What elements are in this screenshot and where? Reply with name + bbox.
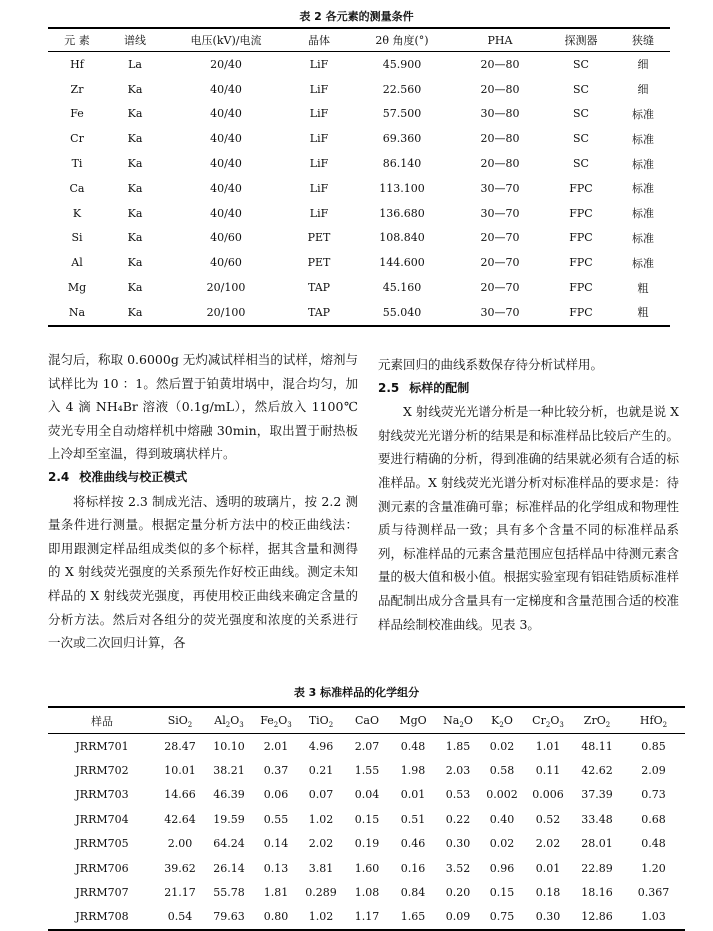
table3-cell: 0.19 <box>354 837 380 851</box>
table3-cell: 1.60 <box>354 861 380 875</box>
table3-cell: 3.52 <box>445 861 471 875</box>
table3-cell: 0.68 <box>641 812 666 826</box>
table2-cell: 20—70 <box>480 281 520 295</box>
table3-cell: 2.00 <box>167 837 193 851</box>
table3-component-header <box>436 707 480 734</box>
table3-cell: 55.78 <box>213 886 245 900</box>
table2-cell: 113.100 <box>379 181 425 195</box>
table2-cell: 108.840 <box>379 231 425 245</box>
table3-cell: 0.30 <box>445 837 471 851</box>
section-heading-2-4 <box>48 466 358 490</box>
table2-cell: Cr <box>70 132 84 146</box>
table2-header-row <box>48 28 670 52</box>
table2-cell: SC <box>573 57 589 71</box>
table3-cell: 0.07 <box>308 788 334 802</box>
sample-id-cell: JRRM705 <box>75 837 129 851</box>
table3-cell: 1.08 <box>354 886 380 900</box>
table3-cell: 0.04 <box>354 788 380 802</box>
table2-cell: 标准 <box>632 107 654 121</box>
table3-cell: 0.22 <box>445 812 471 826</box>
table2-cell: 55.040 <box>350 300 454 326</box>
formula-base: ZrO <box>583 714 606 727</box>
table3-cell: 1.85 <box>445 739 471 753</box>
table2-cell: 30—70 <box>480 181 520 195</box>
section-number: 2.5 <box>378 380 400 395</box>
table2-cell: 69.360 <box>382 132 422 146</box>
table3-cell: 0.14 <box>263 837 289 851</box>
table2-cell: Ka <box>127 181 143 195</box>
table3-cell: 4.96 <box>308 739 334 753</box>
formula-subscript: 2 <box>499 721 504 730</box>
table2-cell: TAP <box>307 281 331 295</box>
table3-cell: 28.47 <box>164 739 196 753</box>
table3-row <box>48 856 685 880</box>
table3-cell: 0.21 <box>308 764 334 778</box>
formula-subscript: 2 <box>662 721 668 730</box>
table2-cell: 45.160 <box>382 281 422 295</box>
table3-sample-header: 样品 <box>48 707 156 734</box>
table3-cell: 0.52 <box>535 812 561 826</box>
table2-cell: Ka <box>127 281 143 295</box>
table2-cell: 40/40 <box>210 132 242 146</box>
table2-cell: Si <box>71 231 83 245</box>
table2-cell: 40/60 <box>210 231 242 245</box>
formula-base: Na <box>443 714 460 727</box>
table2-cell: 30—70 <box>454 300 546 326</box>
table2-cell: Fe <box>70 107 84 121</box>
table3-cell: 0.75 <box>480 905 524 930</box>
table2-row <box>48 77 670 102</box>
table3-cell: 1.03 <box>622 905 685 930</box>
table2-cell: 20—80 <box>480 57 520 71</box>
table3-cell: 2.07 <box>354 739 380 753</box>
table3-cell: 2.01 <box>263 739 289 753</box>
table3-row <box>48 807 685 831</box>
paragraph: 混匀后，称取 0.6000g 无灼减试样相当的试样，熔剂与试样比为 10 ：1。然后置于铂黄坩埚中，混合均匀，加入 4 滴 NH₄Br 溶液（0.1g/mL），然后放入 1100℃荧光专用全自动熔样机中熔融 30min，取出置于耐热板上冷却至室温，得到玻璃状样片。 <box>48 352 358 462</box>
table3-header-row <box>48 707 685 734</box>
table2-row <box>48 126 670 151</box>
table3-cell: 0.06 <box>263 788 289 802</box>
table2-cell: FPC <box>569 206 593 220</box>
table3-cell: 1.65 <box>390 905 436 930</box>
formula-subscript: 2 <box>187 721 193 730</box>
table2-cell: 20/100 <box>206 281 246 295</box>
section-number: 2.4 <box>48 469 70 484</box>
table2-row <box>48 102 670 127</box>
table3-cell: 0.48 <box>400 739 426 753</box>
table3-cell: 1.17 <box>344 905 390 930</box>
table3-cell: 33.48 <box>581 812 613 826</box>
table2-cell: K <box>72 206 82 220</box>
table3-cell: 2.02 <box>535 837 561 851</box>
formula-subscript: 3 <box>239 721 244 730</box>
table3-cell: 0.13 <box>263 861 289 875</box>
table2-cell: LiF <box>309 181 329 195</box>
section-title: 校准曲线与校正模式 <box>79 469 188 484</box>
table2-cell: LiF <box>309 82 329 96</box>
table3-component-header <box>572 707 622 734</box>
table2-cell: PET <box>307 231 331 245</box>
table3-cell: 28.01 <box>581 837 613 851</box>
table2-cell: 30—70 <box>480 206 520 220</box>
table2-cell: Ca <box>69 181 85 195</box>
formula-mid: O <box>550 714 560 727</box>
formula-subscript: 2 <box>225 721 231 730</box>
table3-row <box>48 905 685 930</box>
sample-id-cell: JRRM706 <box>75 861 129 875</box>
table2-cell: 标准 <box>632 182 654 196</box>
table3-cell: 0.006 <box>532 788 564 802</box>
table3-component-header <box>524 707 572 734</box>
formula-subscript: 2 <box>459 721 464 730</box>
table2-caption: 表 2 各元素的测量条件 <box>299 10 414 23</box>
table2-cell: 45.900 <box>382 57 422 71</box>
formula-base: Cr <box>532 714 546 727</box>
table3-cell: 0.84 <box>400 886 426 900</box>
table3-cell: 1.98 <box>400 764 426 778</box>
table2-cell: 86.140 <box>382 157 422 171</box>
table3-cell: 3.81 <box>308 861 334 875</box>
table2-cell: FPC <box>569 181 593 195</box>
table3-cell: 1.01 <box>535 739 561 753</box>
table2-cell: 标准 <box>632 207 654 221</box>
table3-cell: 22.89 <box>581 861 613 875</box>
table3-component-header <box>298 707 344 734</box>
table2-cell: PET <box>307 256 331 270</box>
table3-row <box>48 783 685 807</box>
table2-cell: Ka <box>127 82 143 96</box>
table3-cell: 0.53 <box>445 788 471 802</box>
table3-cell: 46.39 <box>213 788 245 802</box>
formula-mid: O <box>503 714 513 727</box>
table2-cell: 标准 <box>632 157 654 171</box>
table3-component-header <box>622 707 685 734</box>
table2-row <box>48 201 670 226</box>
table3-cell: 38.21 <box>213 764 245 778</box>
table3-component-header <box>344 707 390 734</box>
table3-cell: 0.96 <box>489 861 515 875</box>
left-column <box>48 348 358 655</box>
sample-id-cell: JRRM702 <box>75 764 129 778</box>
table3-cell: 0.73 <box>641 788 666 802</box>
table3-cell: 0.46 <box>400 837 426 851</box>
table3-cell: 2.09 <box>641 764 666 778</box>
table3-cell: 21.17 <box>164 886 196 900</box>
table3-cell: 0.55 <box>263 812 289 826</box>
table2-cell: Ka <box>127 107 143 121</box>
table3-cell: 19.59 <box>213 812 245 826</box>
table2-cell: 20—70 <box>480 231 520 245</box>
table3-cell: 10.10 <box>213 739 245 753</box>
table3-cell: 2.03 <box>445 764 471 778</box>
table3-cell: 2.02 <box>308 837 334 851</box>
table2-cell: SC <box>573 157 589 171</box>
table2-row <box>48 300 670 326</box>
table2-cell: Ka <box>127 231 143 245</box>
table2-cell: 20—70 <box>480 256 520 270</box>
table3-cell: 0.01 <box>535 861 561 875</box>
table2-cell: 40/40 <box>210 206 242 220</box>
table3-cell: 0.48 <box>641 837 666 851</box>
table2-cell: 136.680 <box>379 206 425 220</box>
formula-subscript: 2 <box>273 721 279 730</box>
table2-cell: 细 <box>637 58 649 72</box>
table3-row <box>48 758 685 782</box>
table3-body <box>48 734 685 931</box>
table3-row <box>48 880 685 904</box>
formula-base: SiO <box>167 714 188 727</box>
table2-cell: FPC <box>569 256 593 270</box>
table3-cell: 0.51 <box>400 812 426 826</box>
table3-cell: 0.01 <box>400 788 426 802</box>
formula-base: TiO <box>308 714 329 727</box>
table2-column-header: 2θ 角度(°) <box>350 28 454 52</box>
table2-row <box>48 52 670 77</box>
formula-subscript: 3 <box>287 721 292 730</box>
table2-cell: 粗 <box>637 281 649 295</box>
table2-body <box>48 52 670 326</box>
table3-cell: 48.11 <box>581 739 613 753</box>
sample-id-cell: JRRM703 <box>75 788 129 802</box>
table3-component-header <box>156 707 204 734</box>
table3-cell: 0.02 <box>489 837 515 851</box>
formula-base: K <box>491 714 500 727</box>
table3-cell: 0.289 <box>305 886 337 900</box>
table3-cell: 39.62 <box>164 861 196 875</box>
table2-cell: Ti <box>71 157 83 171</box>
table2-cell: LiF <box>309 132 329 146</box>
table2-cell: 40/60 <box>210 256 242 270</box>
table2-cell: FPC <box>569 231 593 245</box>
table2-column-header: 元 素 <box>48 28 106 52</box>
table3-cell: 0.15 <box>354 812 380 826</box>
paragraph: X 射线荧光光谱分析是一种比较分析，也就是说 X 射线荧光光谱分析的结果是和标准样品比较后产生的。要进行精确的分析，得到准确的结果就必须有合适的标准样品。X 射线荧光光谱分析对标准样品的要求是：待测元素的含量准确可靠；标准样品的化学组成和物理性质与待测样品一致；具有多个含量不同的标准样品系列，标准样品的元素含量范围应包括样品中待测元素含量的极大值和极小值。根据实验室现有铝硅锆质标准样品配制出成分含量具有一定梯度和含量范围合适的校准样品绘制校准曲线。见表 3。 <box>378 404 679 632</box>
table3-cell: 0.367 <box>637 886 670 900</box>
table3-cell: 0.85 <box>641 739 666 753</box>
section-heading-2-5 <box>378 377 679 401</box>
table2-cell: 20/100 <box>164 300 288 326</box>
table2-cell: 标准 <box>632 256 654 270</box>
table2-cell: 40/40 <box>210 107 242 121</box>
paragraph: 将标样按 2.3 制成光洁、透明的玻璃片，按 2.2 测量条件进行测量。根据定量分析方法中的校正曲线法：即用跟测定样品组成类似的多个标样，据其含量和测得的 X 射线荧光强度的关系预先作好校正曲线。测定未知样品的 X 射线荧光强度，再使用校正曲线来确定含量的分析方法。然后对各组分的荧光强度和浓度的关系进行一次或二次回归计算，各 <box>48 493 358 651</box>
table2-row <box>48 275 670 300</box>
table3-cell: 26.14 <box>213 861 245 875</box>
table2-cell: LiF <box>309 157 329 171</box>
formula-base: MgO <box>399 714 427 727</box>
table3-component-header <box>390 707 436 734</box>
table2-cell: Hf <box>70 57 84 71</box>
table2-cell: 40/40 <box>210 82 242 96</box>
table3-row <box>48 832 685 856</box>
formula-subscript: 3 <box>559 721 564 730</box>
table2-cell: TAP <box>288 300 350 326</box>
table2-cell: 粗 <box>616 300 670 326</box>
table2-cell: 20—80 <box>480 157 520 171</box>
table3-cell: 0.30 <box>524 905 572 930</box>
table2-cell: 20—80 <box>480 82 520 96</box>
table2-cell: 144.600 <box>379 256 425 270</box>
table2-cell: Zr <box>70 82 84 96</box>
formula-mid: O <box>230 714 240 727</box>
table3-cell: 1.55 <box>354 764 380 778</box>
table2-cell: 22.560 <box>382 82 422 96</box>
table2-cell: Ka <box>127 256 143 270</box>
table3-cell: 0.40 <box>489 812 515 826</box>
table2-cell: SC <box>573 107 589 121</box>
table3-cell: 0.16 <box>400 861 426 875</box>
table2-column-header: 电压(kV)/电流 <box>164 28 288 52</box>
table3-cell: 37.39 <box>581 788 613 802</box>
table2-column-header: 狭缝 <box>616 28 670 52</box>
table3-cell: 14.66 <box>164 788 196 802</box>
table2-cell: 40/40 <box>210 157 242 171</box>
table2-cell: 标准 <box>632 132 654 146</box>
table2-cell: SC <box>573 82 589 96</box>
formula-base: Al <box>214 714 226 727</box>
table3-cell: 1.20 <box>641 861 666 875</box>
sample-id-cell: JRRM701 <box>75 739 129 753</box>
table2-cell: LiF <box>309 57 329 71</box>
table2-cell: Ka <box>127 132 143 146</box>
table2-cell: 20/40 <box>210 57 242 71</box>
table2-cell: La <box>128 57 142 71</box>
table3-caption: 表 3 标准样品的化学组分 <box>293 686 420 699</box>
formula-base: Fe <box>260 714 274 727</box>
table3-cell: 0.54 <box>156 905 204 930</box>
table2-column-header: 探测器 <box>546 28 616 52</box>
table2-cell: Ka <box>106 300 164 326</box>
table2-cell: Al <box>71 256 83 270</box>
table3-cell: 0.09 <box>436 905 480 930</box>
table3-cell: 42.62 <box>581 764 613 778</box>
table2-cell: 40/40 <box>210 181 242 195</box>
table3-cell: 0.002 <box>486 788 518 802</box>
table2-cell: Ka <box>127 157 143 171</box>
table3-cell: 0.02 <box>489 739 515 753</box>
table3-cell: 10.01 <box>164 764 196 778</box>
table2-cell: FPC <box>546 300 616 326</box>
table2-cell: 标准 <box>632 231 654 245</box>
table3-component-header <box>480 707 524 734</box>
table2-cell: LiF <box>309 206 329 220</box>
paragraph: 元素回归的曲线系数保存待分析试样用。 <box>378 357 604 372</box>
table3-cell: 18.16 <box>581 886 613 900</box>
table3-cell: 1.81 <box>263 886 289 900</box>
formula-mid: O <box>463 714 473 727</box>
table2-row <box>48 151 670 176</box>
formula-subscript: 2 <box>328 721 334 730</box>
table3-cell: 0.80 <box>254 905 298 930</box>
table3-cell: 64.24 <box>213 837 245 851</box>
table2-row <box>48 176 670 201</box>
table3-component-header <box>254 707 298 734</box>
table2-cell: Mg <box>67 281 87 295</box>
table2-cell: Na <box>48 300 106 326</box>
table2-row <box>48 250 670 275</box>
formula-subscript: 2 <box>545 721 551 730</box>
table2-column-header: PHA <box>454 28 546 52</box>
table2-cell: SC <box>573 132 589 146</box>
standard-samples-composition-table <box>48 706 685 931</box>
table2-cell: 30—80 <box>480 107 520 121</box>
table3-cell: 42.64 <box>164 812 196 826</box>
section-title: 标样的配制 <box>409 380 470 395</box>
table3-cell: 0.15 <box>489 886 515 900</box>
formula-mid: O <box>278 714 288 727</box>
table3-cell: 0.20 <box>445 886 471 900</box>
table2-cell: 细 <box>637 83 649 97</box>
table3-cell: 0.37 <box>263 764 289 778</box>
sample-id-cell: JRRM704 <box>75 812 129 826</box>
table3-cell: 0.11 <box>535 764 561 778</box>
sample-id-cell: JRRM708 <box>48 905 156 930</box>
table3-component-header <box>204 707 254 734</box>
table3-cell: 1.02 <box>308 812 334 826</box>
table2-row <box>48 226 670 251</box>
table2-cell: LiF <box>309 107 329 121</box>
table2-cell: Ka <box>127 206 143 220</box>
table2-column-header: 谱线 <box>106 28 164 52</box>
sample-id-cell: JRRM707 <box>75 886 129 900</box>
table3-cell: 0.18 <box>535 886 561 900</box>
table2-cell: FPC <box>569 281 593 295</box>
table3-cell: 79.63 <box>204 905 254 930</box>
table3-cell: 1.02 <box>298 905 344 930</box>
formula-subscript: 2 <box>605 721 611 730</box>
table2-column-header: 晶体 <box>288 28 350 52</box>
table3-cell: 12.86 <box>572 905 622 930</box>
table3-cell: 0.58 <box>489 764 515 778</box>
table2-cell: 20—80 <box>480 132 520 146</box>
table2-cell: 57.500 <box>382 107 422 121</box>
right-column <box>378 353 679 636</box>
measurement-conditions-table <box>48 27 670 327</box>
table3-row <box>48 734 685 759</box>
formula-base: CaO <box>355 714 379 727</box>
formula-base: HfO <box>639 714 663 727</box>
